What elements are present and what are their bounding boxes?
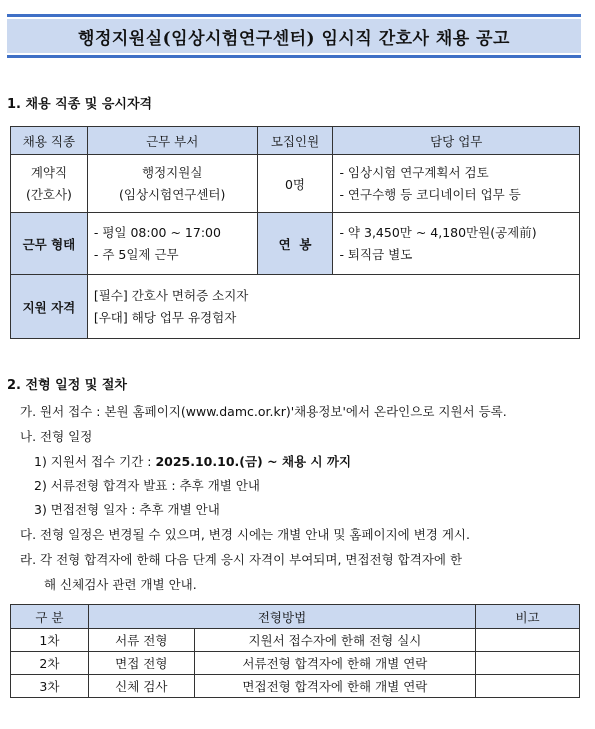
table-row — [11, 652, 580, 675]
job-table-header-row — [11, 127, 580, 155]
salary-line: - 약 3,450만 ~ 4,180만원(공제前) — [339, 224, 537, 240]
header-headcount: 모집인원 — [257, 127, 333, 155]
work-type-line: - 주 5일제 근무 — [93, 246, 179, 262]
stage-desc-cell: 서류전형 합격자에 한해 개별 연락 — [194, 652, 475, 675]
work-type-line: - 평일 08:00 ~ 17:00 — [93, 224, 221, 240]
stage-cell: 1차 — [11, 629, 89, 652]
qualification-line: [우대] 해당 업무 유경험자 — [93, 309, 237, 325]
department-cell — [87, 155, 257, 213]
item-b2: 2) 서류전형 합격자 발표 : 추후 개별 안내 — [34, 478, 260, 493]
application-period: 2025.10.10.(금) ~ 채용 시 까지 — [155, 454, 352, 469]
header-job-type: 채용 직종 — [11, 127, 88, 155]
stage-note-cell — [476, 652, 580, 675]
headcount-cell: 0명 — [257, 155, 333, 213]
header-note: 비고 — [476, 605, 580, 629]
qualification-line: [필수] 간호사 면허증 소지자 — [93, 287, 249, 303]
duty-line: - 임상시험 연구계획서 검토 — [339, 164, 489, 180]
salary-cell — [333, 213, 580, 275]
salary-label: 연 봉 — [257, 213, 333, 275]
table-row — [11, 629, 580, 652]
work-type-label: 근무 형태 — [11, 213, 88, 275]
qualification-row — [11, 275, 580, 339]
duty-line: - 연구수행 등 코디네이터 업무 등 — [339, 186, 521, 202]
stage-note-cell — [476, 675, 580, 698]
table-row — [11, 675, 580, 698]
item-c: 다. 전형 일정은 변경될 수 있으며, 변경 시에는 개별 안내 및 홈페이지에 변경 게시. — [20, 527, 470, 542]
stage-desc-cell: 면접전형 합격자에 한해 개별 연락 — [194, 675, 475, 698]
stage-cell: 3차 — [11, 675, 89, 698]
header-department: 근무 부서 — [87, 127, 257, 155]
work-row — [11, 213, 580, 275]
department-line: 행정지원실 — [142, 164, 203, 180]
item-b1-prefix: 1) 지원서 접수 기간 : — [34, 454, 156, 469]
section1-heading: 1. 채용 직종 및 응시자격 — [7, 97, 153, 112]
work-type-cell — [87, 213, 257, 275]
header-stage: 구 분 — [11, 605, 89, 629]
item-a: 가. 원서 접수 : 본원 홈페이지(www.damc.or.kr)'채용정보'에서 온라인으로 지원서 등록. — [20, 404, 507, 419]
job-type-cell — [11, 155, 88, 213]
page-title: 행정지원실(임상시험연구센터) 임시직 간호사 채용 공고 — [7, 19, 581, 53]
duties-cell — [333, 155, 580, 213]
item-d-line1: 라. 각 전형 합격자에 한해 다음 단계 응시 자격이 부여되며, 면접전형 합격자에 한 — [20, 552, 463, 567]
title-bottom-rule — [7, 55, 581, 58]
process-header-row — [11, 605, 580, 629]
item-b3: 3) 면접전형 일자 : 추후 개별 안내 — [34, 502, 220, 517]
title-banner — [7, 14, 581, 58]
item-d-line2: 해 신체검사 관련 개별 안내. — [44, 577, 197, 592]
salary-line: - 퇴직금 별도 — [339, 246, 413, 262]
selection-process-table — [10, 604, 580, 698]
stage-note-cell — [476, 629, 580, 652]
section2-heading: 2. 전형 일정 및 절차 — [7, 378, 127, 393]
stage-desc-cell: 지원서 접수자에 한해 전형 실시 — [194, 629, 475, 652]
job-type-line: (간호사) — [25, 186, 72, 202]
stage-name-cell: 서류 전형 — [88, 629, 194, 652]
stage-cell: 2차 — [11, 652, 89, 675]
job-row — [11, 155, 580, 213]
qualification-cell — [87, 275, 579, 339]
item-b: 나. 전형 일정 — [20, 429, 93, 444]
job-type-line: 계약직 — [30, 164, 68, 180]
title-top-rule — [7, 14, 581, 17]
stage-name-cell: 면접 전형 — [88, 652, 194, 675]
item-b1 — [34, 452, 351, 470]
department-line: (임상시험연구센터) — [119, 186, 226, 202]
header-method: 전형방법 — [88, 605, 475, 629]
job-info-table — [10, 126, 580, 339]
header-duties: 담당 업무 — [333, 127, 580, 155]
qualification-label: 지원 자격 — [11, 275, 88, 339]
stage-name-cell: 신체 검사 — [88, 675, 194, 698]
